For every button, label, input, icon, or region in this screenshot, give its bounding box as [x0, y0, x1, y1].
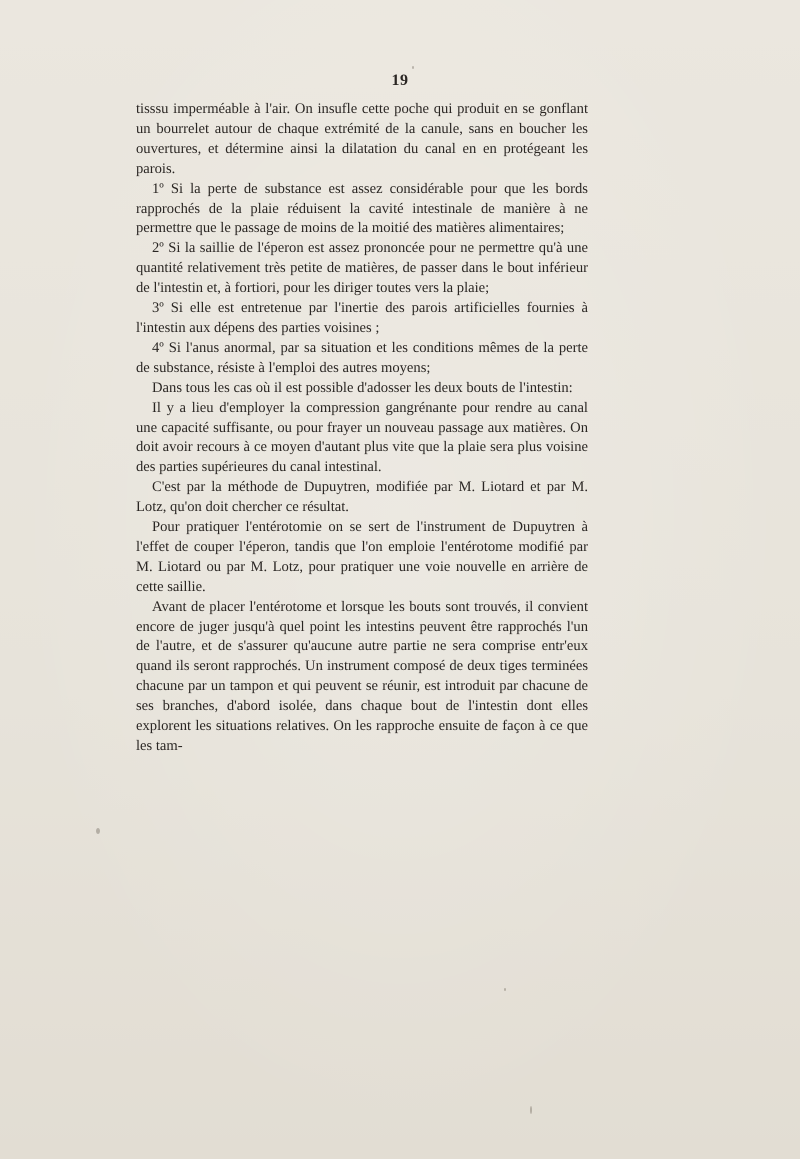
paragraph: tisssu imperméable à l'air. On insufle cette poche qui produit en se gonflant un bourrelet autour de chaque extrémité de la canule, sans en boucher les ouvertures, et détermine ainsi la dilatation du canal en en protégeant les parois.	[136, 101, 588, 177]
paragraph: Il y a lieu d'employer la compression gangrénante pour rendre au canal une capacité suffisante, ou pour frayer un nouveau passage aux matières. On doit avoir recours à ce moyen d'autant plus vite que la plaie sera plus voisine des parties supérieures du canal intestinal.	[136, 399, 588, 476]
paper-speck	[412, 66, 414, 69]
paragraph: 3º Si elle est entretenue par l'inertie des parois artificielles fournies à l'intestin aux dépens des parties voisines ;	[136, 300, 588, 336]
body-text	[136, 100, 588, 757]
paragraph: 1º Si la perte de substance est assez considérable pour que les bords rapprochés de la plaie réduisent la cavité intestinale de manière à ne permettre que le passage de moins de la moitié des matières alimentaires;	[136, 180, 588, 237]
paragraph: C'est par la méthode de Dupuytren, modifiée par M. Liotard et par M. Lotz, qu'on doit chercher ce résultat.	[136, 479, 588, 516]
paragraph: 4º Si l'anus anormal, par sa situation et les conditions mêmes de la perte de substance, résiste à l'emploi des autres moyens;	[136, 339, 588, 376]
paragraph: Pour pratiquer l'entérotomie on se sert de l'instrument de Dupuytren à l'effet de couper l'éperon, tandis que l'on emploie l'entérotome modifié par M. Liotard ou par M. Lotz, pour pratiquer une voie nouvelle en arrière de cette saillie.	[136, 519, 588, 595]
paper-speck	[96, 828, 100, 834]
paper-speck	[530, 1106, 532, 1114]
page-number: 19	[391, 72, 409, 89]
paragraph: Avant de placer l'entérotome et lorsque les bouts sont trouvés, il convient encore de juger jusqu'à quel point les intestins peuvent être rapprochés l'un de l'autre, et de s'assurer qu'aucune autre partie ne sera comprise entr'eux quand ils seront rapprochés. Un instrument composé de deux tiges terminées chacune par un tampon et qui peuvent se réunir, est introduit par chacune de ses branches, d'abord isolée, dans chaque bout de l'intestin dont elles explorent les situations relatives. On les rapproche ensuite de façon à ce que les tam-	[136, 598, 588, 754]
paper-speck	[504, 988, 506, 991]
paragraph: Dans tous les cas où il est possible d'adosser les deux bouts de l'intestin:	[152, 379, 573, 396]
paragraph: 2º Si la saillie de l'éperon est assez prononcée pour ne permettre qu'à une quantité relativement très petite de matières, de passer dans le bout inférieur de l'intestin et, à fortiori, pour les diriger toutes vers la plaie;	[136, 240, 588, 297]
